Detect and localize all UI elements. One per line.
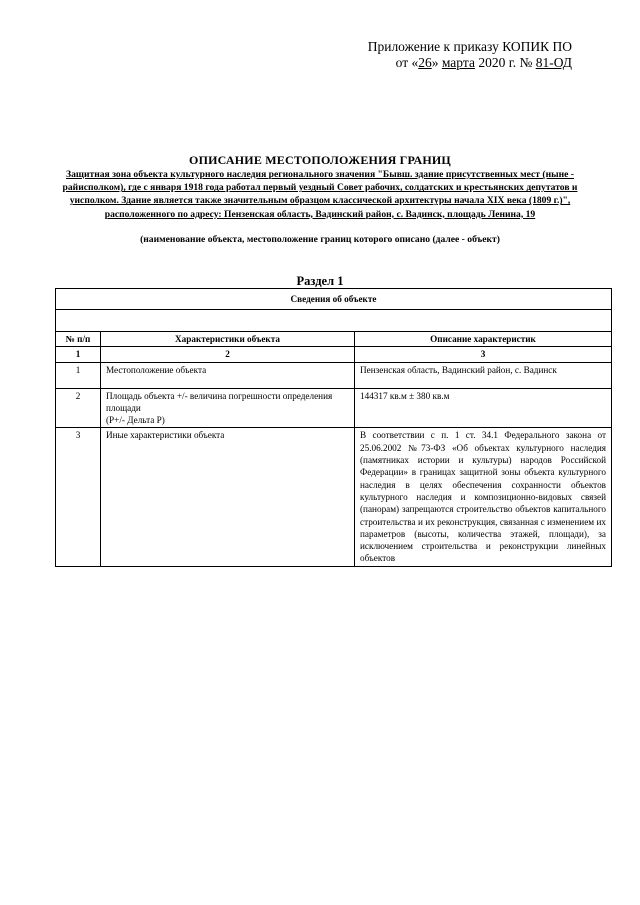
order-day: 26 [418,55,432,70]
column-number-1: 1 [56,347,101,362]
year-and-number-label: 2020 г. № [474,55,536,70]
date-prefix: от « [395,55,419,70]
table-row [56,428,612,566]
order-month: марта [441,55,475,70]
row-number: 3 [56,428,101,566]
row-characteristic-line2: (Р+/- Дельта Р) [106,415,165,426]
column-number-row [56,347,612,362]
blank-cell [56,310,612,332]
row-description: В соответствии с п. 1 ст. 34.1 Федерального закона от 25.06.2002 №73-ФЗ «Об объектах культурного наследия (памятниках истории и культуры) народов Российской Федерации» в границах защитной зоны объекта культурного наследия в целях обеспечения сохранности объектов культурного наследия и композиционно-видовых связей (панорам) запрещаются строительство объектов капитального строительства и их реконструкция, связанная с изменением их параметров (высоты, количества этажей, площади), за исключением строительства и реконструкции линейных объектов [355,428,612,566]
row-description: 144317 кв.м ± 380 кв.м [355,388,612,428]
column-header-row [56,332,612,347]
column-header-number: № п/п [56,332,101,347]
appendix-line1: Приложение к приказу КОПИК ПО [367,39,572,54]
object-name: Защитная зона объекта культурного наследия регионального значения "Бывш. здание присутственных мест (ныне - райисполком), где с января 1918 года работал первый уездный Совет рабочих, солдатских и крестьянских депутатов и уисполком. Здание является также значительным образцом классической архитектуры начала XIX века (1809 г.)", расположенного по адресу: Пензенская область, Вадинский район, с. Вадинск, площадь Ленина, 19 [62,169,578,220]
document-title: ОПИСАНИЕ МЕСТОПОЛОЖЕНИЯ ГРАНИЦ [189,153,451,167]
section-title: Раздел 1 [296,274,344,288]
column-header-description: Описание характеристик [355,332,612,347]
table-header: Сведения об объекте [56,289,612,310]
row-description: Пензенская область, Вадинский район, с. Вадинск [355,362,612,388]
column-number-2: 2 [101,347,355,362]
column-number-3: 3 [355,347,612,362]
order-number: 81-ОД [535,55,572,70]
row-characteristic: Местоположение объекта [101,362,355,388]
appendix-line2 [272,55,572,71]
column-header-characteristic: Характеристики объекта [101,332,355,347]
row-number: 1 [56,362,101,388]
row-characteristic-line1: Площадь объекта +/- величина погрешности определения площади [106,390,333,413]
appendix-reference [272,39,572,71]
object-name-caption: (наименование объекта, местоположение границ которого описано (далее - объект) [140,234,500,245]
table-row [56,388,612,428]
row-number: 2 [56,388,101,428]
table-row [56,362,612,388]
row-characteristic: Иные характеристики объекта [101,428,355,566]
row-characteristic [101,388,355,428]
object-info-table [55,288,612,567]
date-separator: » [431,55,442,70]
table-blank-row [56,310,612,332]
